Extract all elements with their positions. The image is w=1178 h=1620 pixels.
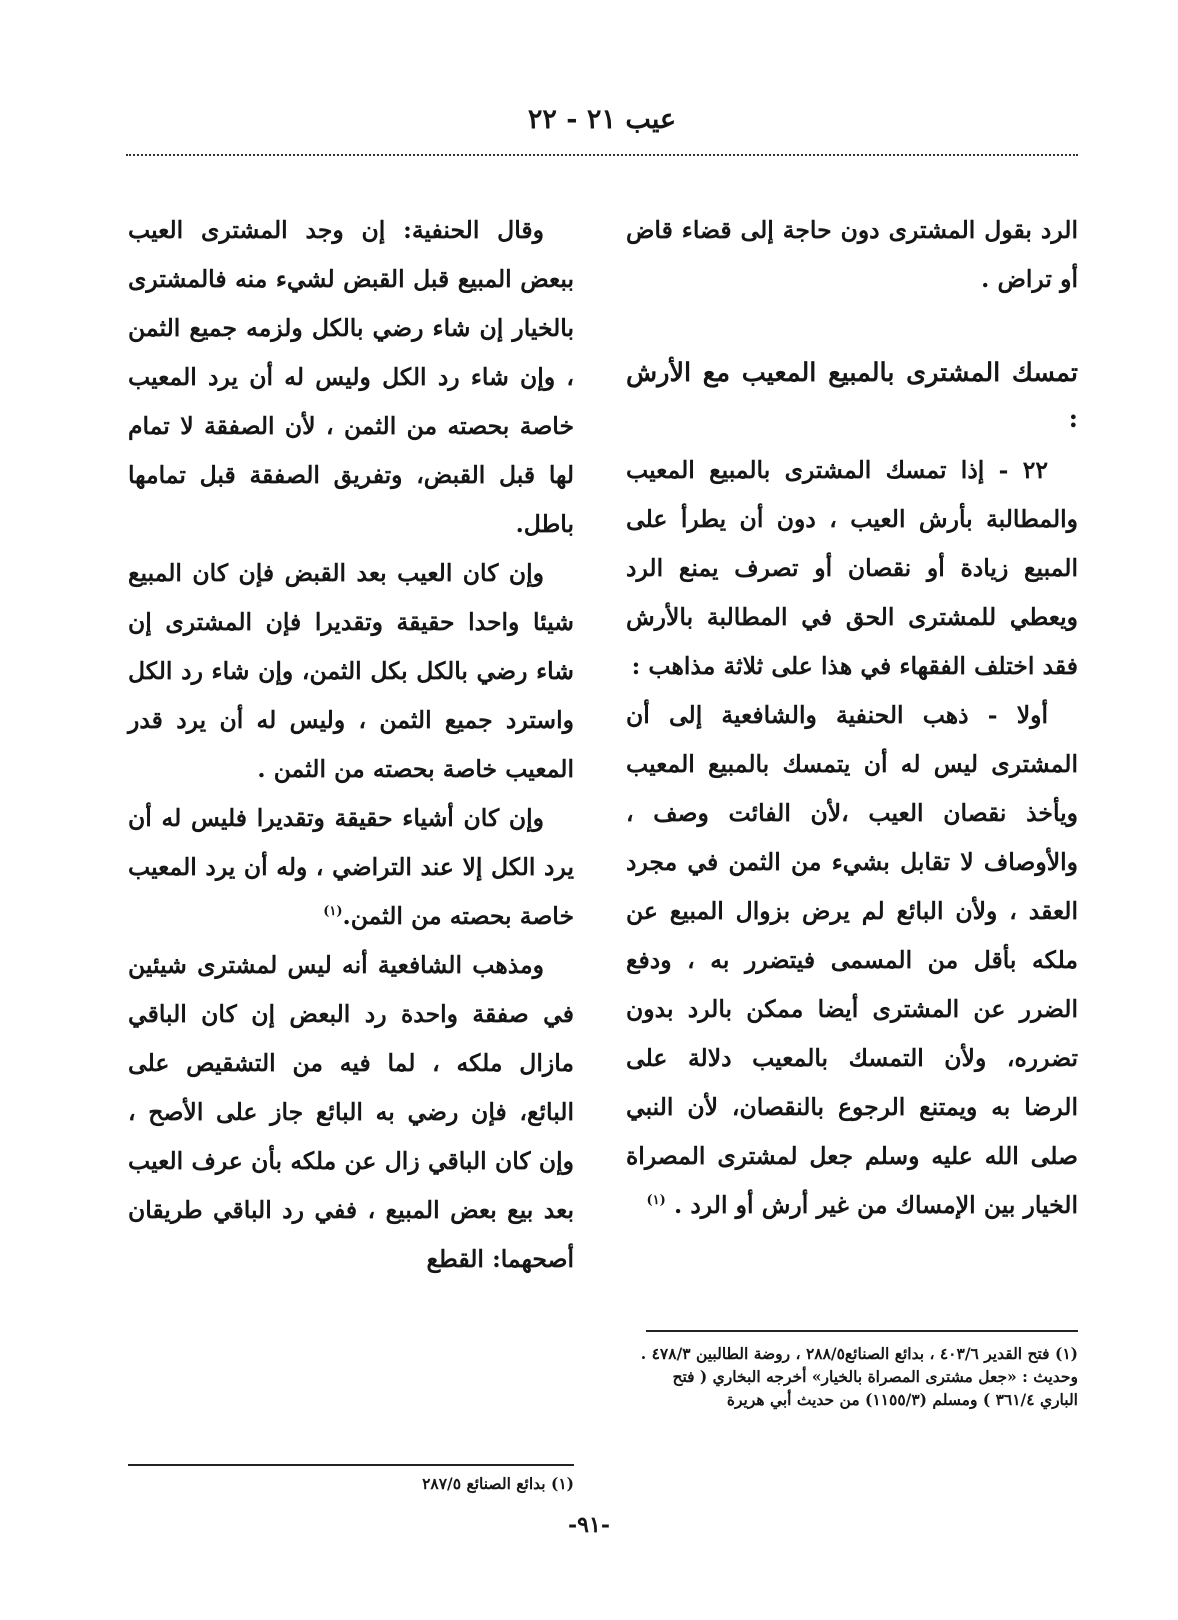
footnote: (١) بدائع الصنائع ٢٨٧/٥ <box>422 1474 574 1493</box>
paragraph: وإن كان العيب بعد القبض فإن كان المبيع شيئا واحدا حقيقة وتقديرا فإن المشترى إن شاء رضي بالكل بكل الثمن، وإن شاء رد الكل واسترد جميع الثمن ، وليس له أن يرد قدر المعيب خاصة بحصته من الثمن . <box>128 559 574 783</box>
paragraph: الرد بقول المشترى دون حاجة إلى قضاء قاض أو تراض . <box>626 216 1078 293</box>
paragraph: ٢٢ - إذا تمسك المشترى بالمبيع المعيب والمطالبة بأرش العيب ، دون أن يطرأ على المبيع زيادة أو نقصان أو تصرف يمنع الرد ويعطي للمشترى الحق في المطالبة بالأرش فقد اختلف الفقهاء في هذا على ثلاثة مذاهب : <box>626 456 1078 680</box>
paragraph-text: وإن كان أشياء حقيقة وتقديرا فليس له أن يرد الكل إلا عند التراضي ، وله أن يرد المعيب خاصة بحصته من الثمن. <box>128 804 574 930</box>
footnote-marker: (١) <box>646 1193 666 1209</box>
section-heading: تمسك المشترى بالمبيع المعيب مع الأرش : <box>626 358 1078 434</box>
footnote: (١) فتح القدير ٤٠٣/٦ ، بدائع الصنائع٢٨٨/٥ ، روضة الطالبين ٤٧٨/٣ . <box>640 1344 1078 1363</box>
header-divider <box>126 154 1078 156</box>
page-number: -٩١- <box>568 1512 610 1538</box>
page-header: عيب ٢١ - ٢٢ <box>527 104 677 135</box>
right-column <box>626 206 1078 1230</box>
paragraph <box>128 794 574 941</box>
paragraph: ومذهب الشافعية أنه ليس لمشترى شيئين في صفقة واحدة رد البعض إن كان الباقي مازال ملكه ، لما فيه من التشقيص على البائع، فإن رضي به البائع جاز على الأصح ، وإن كان الباقي زال عن ملكه بأن عرف العيب بعد بيع بعض المبيع ، ففي رد الباقي طريقان أصحهما: القطع <box>128 951 574 1273</box>
footnotes-left <box>330 1472 574 1495</box>
paragraph-text: أولا - ذهب الحنفية والشافعية إلى أن المشترى ليس له أن يتمسك بالمبيع المعيب ويأخذ نقصان العيب ،لأن الفائت وصف ، والأوصاف لا تقابل بشيء من الثمن في مجرد العقد ، ولأن البائع لم يرض بزوال المبيع عن ملكه بأقل من المسمى فيتضرر به ، ودفع الضرر عن المشترى أيضا ممكن بالرد بدون تضرره، ولأن التمسك بالمعيب دلالة على الرضا به ويمتنع الرجوع بالنقصان، لأن النبي صلى الله عليه وسلم جعل لمشترى المصراة الخيار بين الإمساك من غير أرش أو الرد . <box>626 701 1078 1219</box>
paragraph <box>626 691 1078 1230</box>
paragraph: وقال الحنفية: إن وجد المشترى العيب ببعض المبيع قبل القبض لشيء منه فالمشترى بالخيار إن شاء رضي بالكل ولزمه جميع الثمن ، وإن شاء رد الكل وليس له أن يرد المعيب خاصة بحصته من الثمن ، لأن الصفقة لا تمام لها قبل القبض، وتفريق الصفقة قبل تمامها باطل. <box>128 216 574 538</box>
left-column <box>128 206 574 1284</box>
footnote-divider <box>128 1464 574 1466</box>
footnote: وحديث : «جعل مشترى المصراة بالخيار» أخرجه البخاري ( فتح الباري ٣٦١/٤ ) ومسلم (١١٥٥/٣) من حديث أبي هريرة <box>672 1367 1078 1409</box>
footnote-divider <box>646 1330 1078 1332</box>
footnote-marker: (١) <box>323 904 343 920</box>
footnotes-right <box>636 1342 1078 1411</box>
